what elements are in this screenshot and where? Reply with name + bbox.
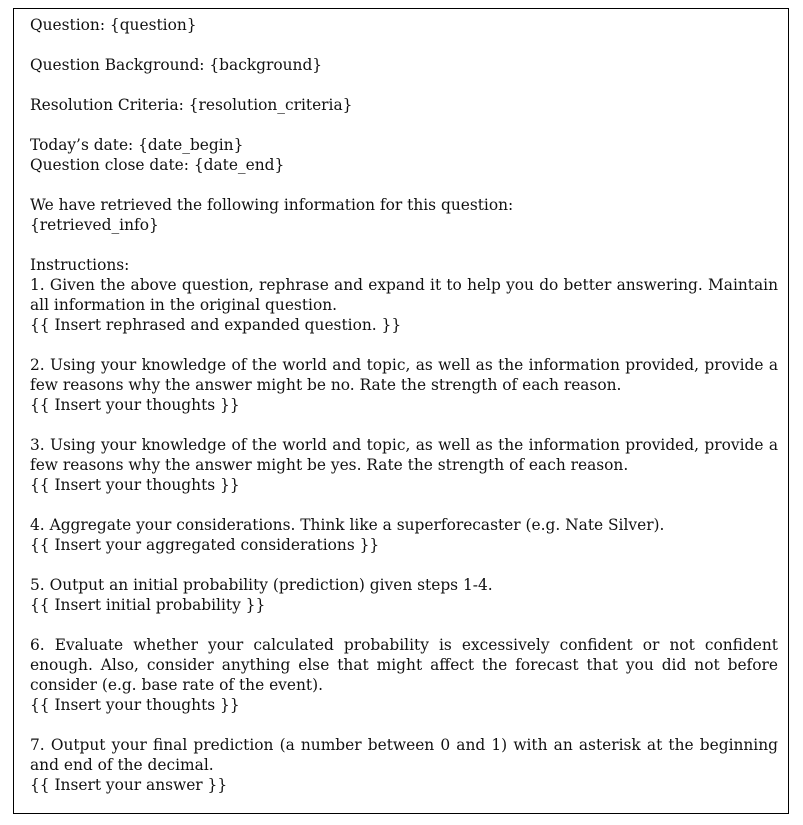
today-date-line: Today’s date: {date_begin} bbox=[30, 136, 244, 154]
instruction-step-6 bbox=[30, 635, 778, 715]
prompt-box bbox=[13, 8, 789, 814]
retrieved-placeholder: {retrieved_info} bbox=[30, 216, 159, 234]
step-slot: {{ Insert rephrased and expanded question. }} bbox=[30, 316, 402, 334]
resolution-section bbox=[30, 95, 778, 115]
step-slot: {{ Insert your aggregated considerations }} bbox=[30, 536, 380, 554]
step-slot: {{ Insert initial probability }} bbox=[30, 596, 266, 614]
step-text: 1. Given the above question, rephrase and expand it to help you do better answering. Maintain all information in the original question. bbox=[30, 276, 778, 314]
instructions-heading: Instructions: bbox=[30, 256, 130, 274]
close-date-line: Question close date: {date_end} bbox=[30, 156, 285, 174]
step-slot: {{ Insert your thoughts }} bbox=[30, 696, 240, 714]
instruction-step-2 bbox=[30, 355, 778, 415]
background-line: Question Background: {background} bbox=[30, 56, 323, 74]
step-text: 2. Using your knowledge of the world and topic, as well as the information provided, provide a few reasons why the answer might be no. Rate the strength of each reason. bbox=[30, 356, 778, 394]
step-text: 4. Aggregate your considerations. Think like a superforecaster (e.g. Nate Silver). bbox=[30, 516, 665, 534]
dates-section bbox=[30, 135, 778, 175]
step-text: 7. Output your final prediction (a number between 0 and 1) with an asterisk at the beginning and end of the decimal. bbox=[30, 736, 778, 774]
instruction-step-3 bbox=[30, 435, 778, 495]
retrieved-section bbox=[30, 195, 778, 235]
step-text: 3. Using your knowledge of the world and topic, as well as the information provided, provide a few reasons why the answer might be yes. Rate the strength of each reason. bbox=[30, 436, 778, 474]
question-line: Question: {question} bbox=[30, 16, 197, 34]
step-text: 6. Evaluate whether your calculated probability is excessively confident or not confident enough. Also, consider anything else that might affect the forecast that you did not before consider (e.g. base rate of the event). bbox=[30, 636, 778, 694]
instruction-step-4 bbox=[30, 515, 778, 555]
step-slot: {{ Insert your thoughts }} bbox=[30, 476, 240, 494]
question-section bbox=[30, 15, 778, 35]
instruction-step-5 bbox=[30, 575, 778, 615]
prompt-content bbox=[30, 15, 778, 815]
instruction-step-1 bbox=[30, 255, 778, 335]
step-text: 5. Output an initial probability (prediction) given steps 1-4. bbox=[30, 576, 493, 594]
retrieved-intro: We have retrieved the following information for this question: bbox=[30, 196, 514, 214]
background-section bbox=[30, 55, 778, 75]
resolution-line: Resolution Criteria: {resolution_criteria} bbox=[30, 96, 353, 114]
step-slot: {{ Insert your answer }} bbox=[30, 776, 228, 794]
instruction-step-7 bbox=[30, 735, 778, 795]
step-slot: {{ Insert your thoughts }} bbox=[30, 396, 240, 414]
